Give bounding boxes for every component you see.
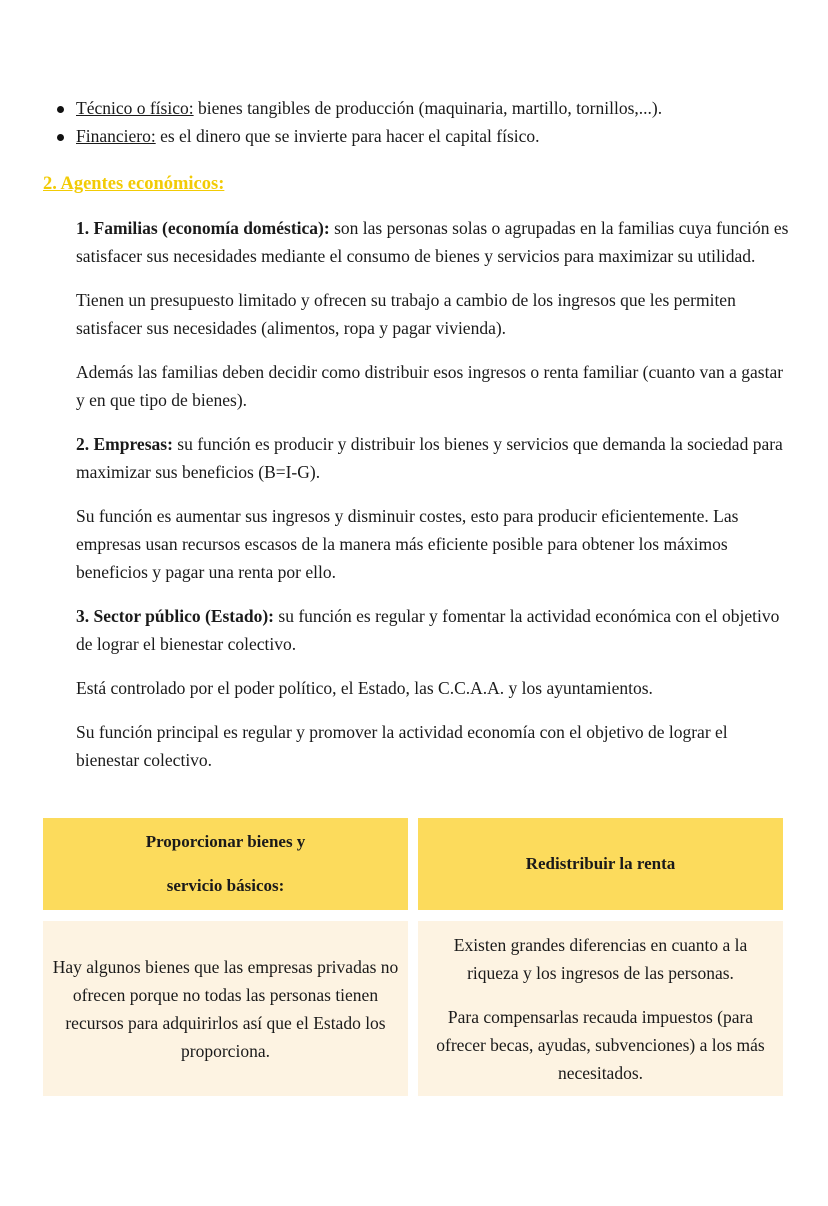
- cell-text: Existen grandes diferencias en cuanto a la riqueza y los ingresos de las personas.: [453, 934, 748, 983]
- section-body: [76, 214, 791, 790]
- paragraph-text: Su función es aumentar sus ingresos y disminuir costes, esto para producir eficientemente. Las empresas usan recursos escasos de la manera más eficiente posible para obtener los máximos beneficios y pagar una renta por ello.: [76, 506, 739, 582]
- header-line: Redistribuir la renta: [525, 854, 676, 873]
- header-line: servicio básicos:: [166, 876, 285, 895]
- term: Técnico o físico:: [76, 98, 194, 118]
- paragraph-text: su función es producir y distribuir los bienes y servicios que demanda la sociedad para maximizar sus beneficios (B=I-G).: [76, 434, 783, 482]
- list-item: [52, 94, 662, 122]
- paragraph: [76, 502, 791, 586]
- paragraph: [76, 718, 791, 774]
- capital-types-list: [52, 94, 662, 150]
- paragraph-text: su función es regular y fomentar la actividad económica con el objetivo de lograr el bienestar colectivo.: [76, 606, 780, 654]
- paragraph-title: 1. Familias (economía doméstica):: [76, 218, 330, 238]
- paragraph: [76, 602, 791, 658]
- paragraph: [76, 214, 791, 270]
- paragraph-title: 3. Sector público (Estado):: [76, 606, 275, 626]
- cell-text: Para compensarlas recauda impuestos (para ofrecer becas, ayudas, subvenciones) a los más necesitados.: [436, 1006, 765, 1083]
- paragraph: [76, 674, 791, 702]
- paragraph-text: Además las familias deben decidir como distribuir esos ingresos o renta familiar (cuanto van a gastar y en que tipo de bienes).: [76, 362, 784, 410]
- paragraph: [76, 286, 791, 342]
- paragraph-text: Tienen un presupuesto limitado y ofrecen su trabajo a cambio de los ingresos que les permiten satisfacer sus necesidades (alimentos, ropa y pagar vivienda).: [76, 290, 736, 338]
- table-header-cell: [43, 818, 408, 910]
- definition: es el dinero que se invierte para hacer el capital físico.: [155, 126, 540, 146]
- paragraph-text: son las personas solas o agrupadas en la familias cuya función es satisfacer sus necesidades mediante el consumo de bienes y servicios para maximizar su utilidad.: [76, 218, 789, 266]
- table-cell: [43, 921, 408, 1096]
- section-heading: 2. Agentes económicos:: [43, 174, 225, 194]
- paragraph: [76, 358, 791, 414]
- cell-text: Hay algunos bienes que las empresas privadas no ofrecen porque no todas las personas tienen recursos para adquirirlos así que el Estado los proporciona.: [52, 956, 399, 1061]
- table-header-cell: [418, 818, 783, 910]
- paragraph-text: Su función principal es regular y promover la actividad economía con el objetivo de lograr el bienestar colectivo.: [76, 722, 728, 770]
- paragraph-text: Está controlado por el poder político, el Estado, las C.C.A.A. y los ayuntamientos.: [76, 678, 653, 698]
- table-cell: [418, 921, 783, 1096]
- paragraph: [76, 430, 791, 486]
- header-line: Proporcionar bienes y: [145, 832, 306, 851]
- paragraph-title: 2. Empresas:: [76, 434, 173, 454]
- definition: bienes tangibles de producción (maquinaria, martillo, tornillos,...).: [193, 98, 663, 118]
- term: Financiero:: [76, 126, 156, 146]
- list-item: [52, 122, 662, 150]
